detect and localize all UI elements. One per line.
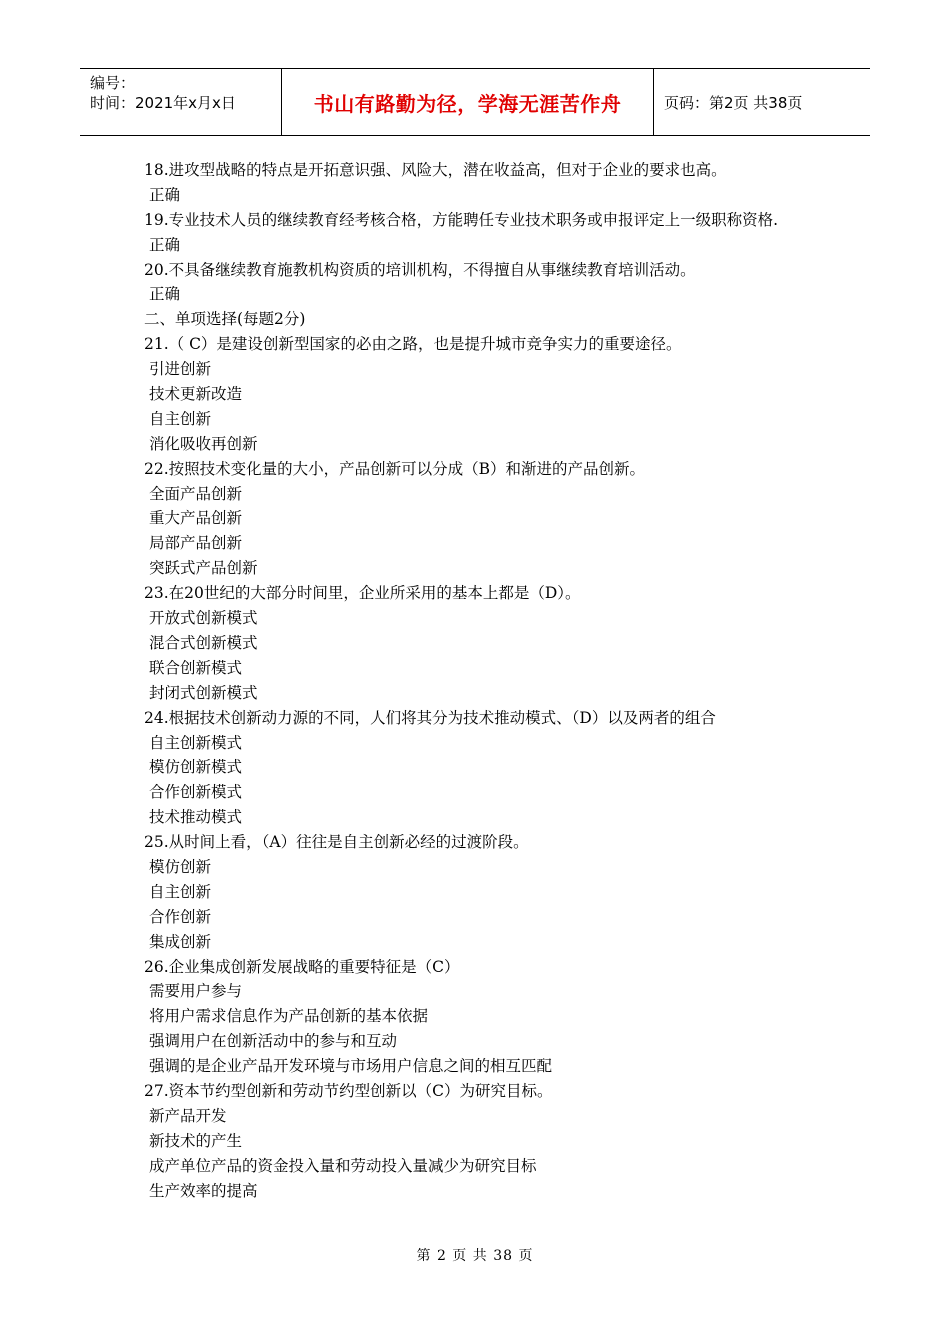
header-motto-cell <box>282 69 654 135</box>
question-line: 24.根据技术创新动力源的不同，人们将其分为技术推动模式、（D）以及两者的组合 <box>144 708 716 727</box>
question-line: 26.企业集成创新发展战略的重要特征是（C） <box>144 957 460 976</box>
answer-option-line: 重大产品创新 <box>149 509 243 528</box>
question-line: 27.资本节约型创新和劳动节约型创新以（C）为研究目标。 <box>144 1081 553 1100</box>
answer-option-line: 自主创新模式 <box>149 733 243 752</box>
question-line: 19.专业技术人员的继续教育经考核合格，方能聘任专业技术职务或申报评定上一级职称资格. <box>144 210 779 229</box>
answer-option-line: 需要用户参与 <box>149 982 243 1001</box>
answer-option-line: 正确 <box>149 285 181 304</box>
answer-option-line: 技术更新改造 <box>149 385 243 404</box>
answer-option-line: 强调用户在创新活动中的参与和互动 <box>149 1032 398 1051</box>
question-line: 23.在20世纪的大部分时间里，企业所采用的基本上都是（D）。 <box>144 584 581 603</box>
answer-option-line: 局部产品创新 <box>149 534 243 553</box>
footer-page-number: 第 2 页 共 38 页 <box>416 1248 534 1264</box>
answer-option-line: 联合创新模式 <box>149 658 243 677</box>
answer-option-line: 成产单位产品的资金投入量和劳动投入量减少为研究目标 <box>149 1156 537 1175</box>
answer-option-line: 正确 <box>149 185 181 204</box>
answer-option-line: 自主创新 <box>149 882 212 901</box>
answer-option-line: 开放式创新模式 <box>149 609 258 628</box>
header-page-cell <box>654 69 870 135</box>
header-time-label: 时间：2021年x月x日 <box>90 94 236 112</box>
question-line: 25.从时间上看，（A）往往是自主创新必经的过渡阶段。 <box>144 833 529 852</box>
answer-option-line: 封闭式创新模式 <box>149 683 258 702</box>
header-motto: 书山有路勤为径，学海无涯苦作舟 <box>313 91 622 116</box>
answer-option-line: 强调的是企业产品开发环境与市场用户信息之间的相互匹配 <box>149 1057 553 1076</box>
question-line: 21.（ C）是建设创新型国家的必由之路，也是提升城市竞争实力的重要途径。 <box>144 335 682 354</box>
question-line: 20.不具备继续教育施教机构资质的培训机构，不得擅自从事继续教育培训活动。 <box>144 260 696 279</box>
page-header <box>80 68 870 136</box>
answer-option-line: 模仿创新模式 <box>149 758 243 777</box>
answer-option-line: 生产效率的提高 <box>149 1181 258 1200</box>
answer-option-line: 混合式创新模式 <box>149 633 258 652</box>
answer-option-line: 引进创新 <box>149 360 212 379</box>
answer-option-line: 合作创新 <box>149 907 212 926</box>
question-line: 二、单项选择(每题2分) <box>144 310 306 329</box>
header-number-label: 编号： <box>90 74 136 92</box>
page-footer <box>0 1245 950 1265</box>
answer-option-line: 新技术的产生 <box>149 1131 243 1150</box>
answer-option-line: 正确 <box>149 235 181 254</box>
answer-option-line: 新产品开发 <box>149 1106 227 1125</box>
answer-option-line: 消化吸收再创新 <box>149 434 258 453</box>
answer-option-line: 全面产品创新 <box>149 484 243 503</box>
question-line: 18.进攻型战略的特点是开拓意识强、风险大，潜在收益高，但对于企业的要求也高。 <box>144 161 727 179</box>
answer-option-line: 技术推动模式 <box>149 808 243 827</box>
document-body <box>144 158 814 1203</box>
header-page-code: 页码：第2页 共38页 <box>664 93 803 112</box>
answer-option-line: 将用户需求信息作为产品创新的基本依据 <box>149 1007 429 1026</box>
answer-option-line: 突跃式产品创新 <box>149 559 258 578</box>
question-line: 22.按照技术变化量的大小，产品创新可以分成（B）和渐进的产品创新。 <box>144 459 646 478</box>
answer-option-line: 集成创新 <box>149 932 212 951</box>
header-info-cell <box>80 69 282 135</box>
answer-option-line: 自主创新 <box>149 409 212 428</box>
answer-option-line: 模仿创新 <box>149 857 212 876</box>
answer-option-line: 合作创新模式 <box>149 783 243 802</box>
